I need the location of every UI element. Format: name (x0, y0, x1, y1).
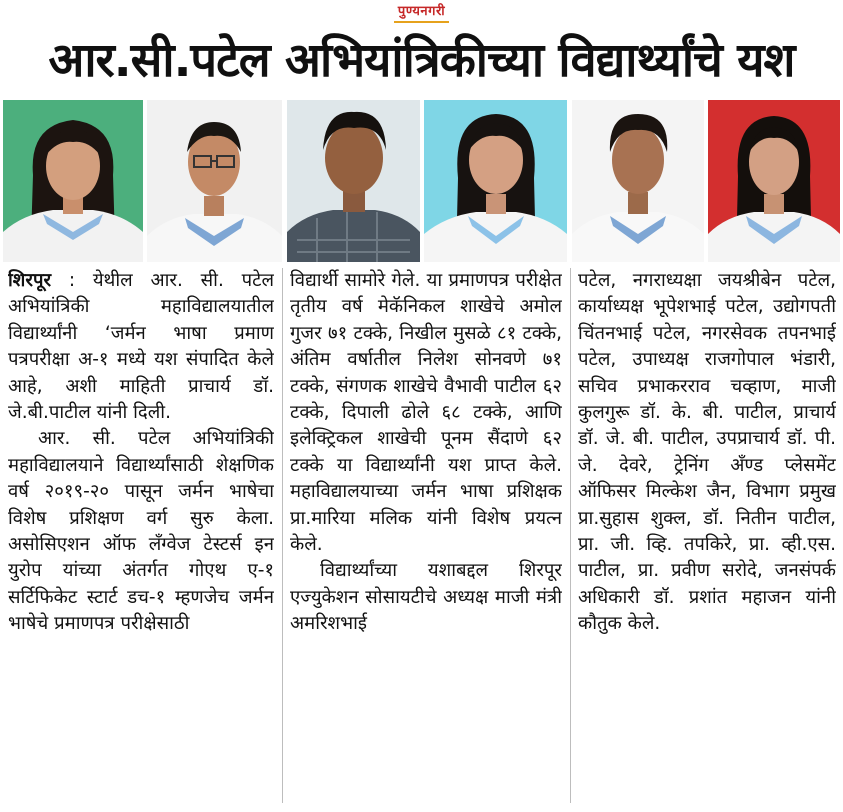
article-paragraph (8, 268, 274, 426)
dateline: शिरपूर (8, 270, 52, 291)
headline: आर.सी.पटेल अभियांत्रिकीच्या विद्यार्थ्यांचे यश (48, 33, 795, 88)
student-photo-3 (287, 100, 420, 262)
student-photo-2 (147, 100, 282, 262)
newspaper-logo: पुण्यनगरी (394, 3, 449, 23)
photo-strip (0, 100, 843, 262)
student-portrait-icon (424, 100, 567, 262)
student-portrait-icon (287, 100, 420, 262)
article-column-2 (290, 268, 562, 808)
student-photo-5 (572, 100, 704, 262)
student-portrait-icon (3, 100, 143, 262)
article-column-1 (8, 268, 274, 808)
paragraph-text: : येथील आर. सी. पटेल अभियांत्रिकी महाविद्यालयातील विद्यार्थ्यांनी ‘जर्मन भाषा प्रमाण पत्रपरीक्षा अ-१ मध्ये यश संपादित केले आहे, अशी माहिती प्राचार्य डॉ. जे.बी.पाटील यांनी दिली. (8, 270, 274, 424)
student-photo-1 (3, 100, 143, 262)
column-divider (570, 268, 571, 803)
column-divider (282, 268, 283, 803)
masthead (0, 0, 843, 26)
student-portrait-icon (708, 100, 840, 262)
student-photo-4 (424, 100, 567, 262)
article-paragraph: आर. सी. पटेल अभियांत्रिकी महाविद्यालयाने विद्यार्थ्यांसाठी शेक्षणिक वर्ष २०१९-२० पासून जर्मन भाषेचा विशेष प्रशिक्षण वर्ग सुरु केला. असोसिएशन ऑफ लँग्वेज टेस्टर्स इन युरोप यांच्या अंतर्गत गोएथ ए-१ सर्टिफिकेट स्टार्ट डच-१ म्हणजेच जर्मन भाषेचे प्रमाणपत्र परीक्षेसाठी (8, 428, 274, 635)
student-photo-6 (708, 100, 840, 262)
student-portrait-icon (147, 100, 282, 262)
article-paragraph: विद्यार्थ्यांच्या यशाबद्दल शिरपूर एज्युकेशन सोसायटीचे अध्यक्ष माजी मंत्री अमरिशभाई (290, 560, 562, 635)
article-paragraph: पटेल, नगराध्यक्षा जयश्रीबेन पटेल, कार्याध्यक्ष भूपेशभाई पटेल, उद्योगपती चिंतनभाई पटेल, नगरसेवक तपनभाई पटेल, उपाध्यक्ष राजगोपाल भंडारी, सचिव प्रभाकरराव चव्हाण, माजी कुलगुरू डॉ. के. बी. पाटील, प्राचार्य डॉ. जे. बी. पाटील, उपप्राचार्य डॉ. पी. जे. देवरे, ट्रेनिंग अँण्ड प्लेसमेंट ऑफिसर मिल्केश जैन, विभाग प्रमुख प्रा.सुहास शुक्ल, डॉ. नितीन पाटील, प्रा. जी. व्हि. तपकिरे, प्रा. व्ही.एस. पाटील, प्रा. प्रवीण सरोदे, जनसंपर्क अधिकारी डॉ. प्रशांत महाजन यांनी कौतुक केले. (578, 270, 836, 635)
article-column-3 (578, 268, 836, 808)
article-paragraph: विद्यार्थी सामोरे गेले. या प्रमाणपत्र परीक्षेत तृतीय वर्ष मेकॅनिकल शाखेचे अमोल गुजर ७१ टक्के, निखील मुसळे ८१ टक्के, अंतिम वर्षातील निलेश सोनवणे ७१ टक्के, संगणक शाखेचे वैभावी पाटील ६२ टक्के, दिपाली ढोले ६८ टक्के, आणि इलेक्ट्रिकल शाखेची पूनम सैंदाणे ६२ टक्के या विद्यार्थ्यांनी यश प्राप्त केले. महाविद्यालयाच्या जर्मन भाषा प्रशिक्षक प्रा.मारिया मलिक यांनी विशेष प्रयत्न केले. (290, 270, 562, 556)
student-portrait-icon (572, 100, 704, 262)
